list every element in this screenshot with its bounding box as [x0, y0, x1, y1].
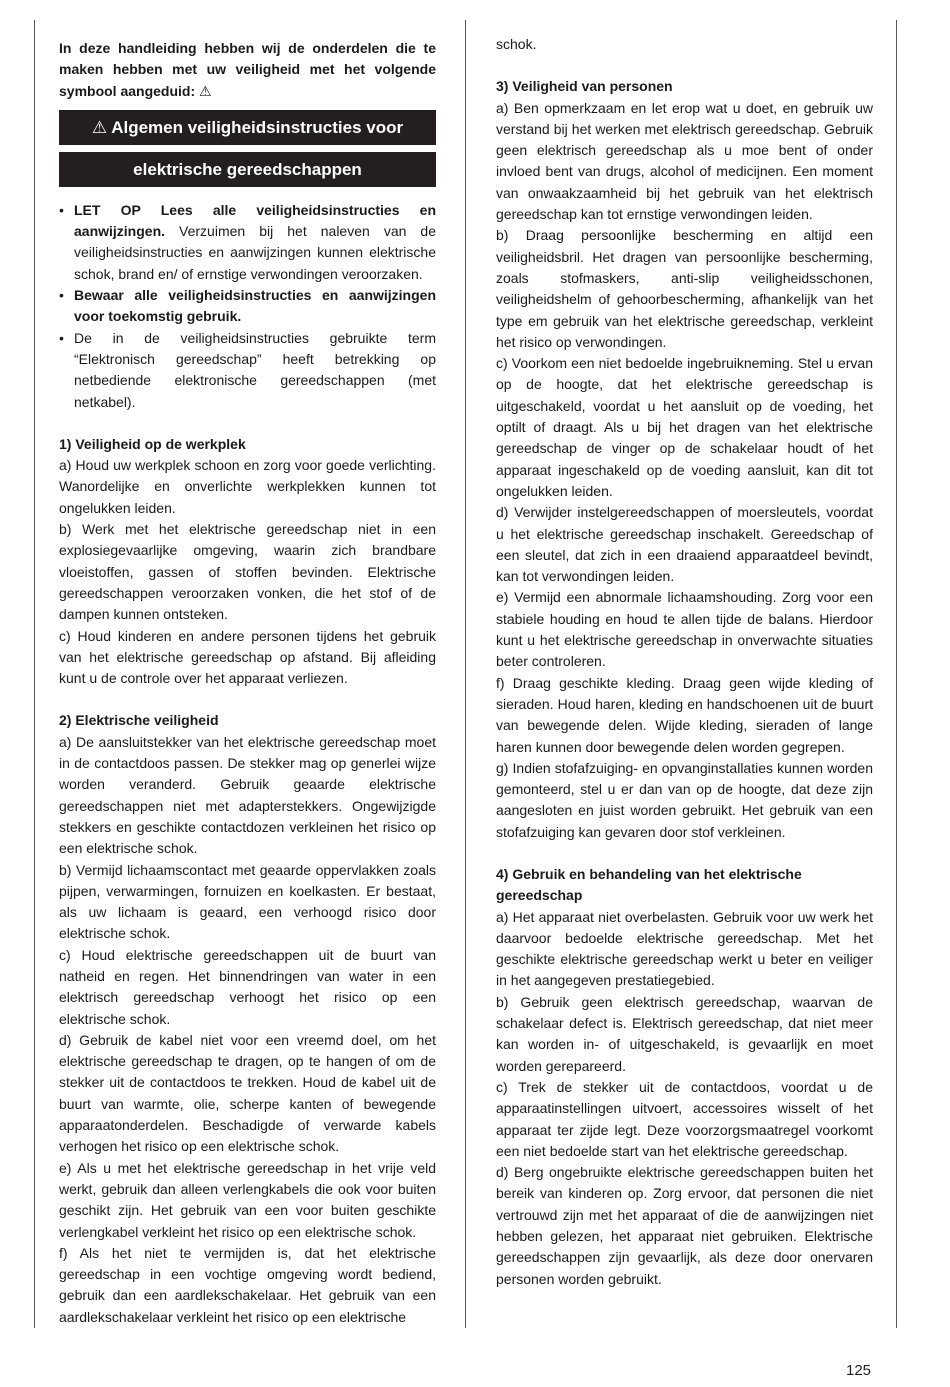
- paragraph: b) Vermijd lichaamscontact met geaarde oppervlakken zoals pijpen, verwarmingen, fornuizen en koelkasten. Er bestaat, als uw lichaam is geaard, een verhoogd risico door elektrische schok.: [59, 861, 436, 942]
- paragraph: b) Draag persoonlijke bescherming en altijd een veiligheidsbril. Het dragen van persoonlijke bescherming, zoals stofmaskers, anti-slip veiligheidsschonen, veiligheidshelm of gehoorbescherming, afhankelijk van het type em gebruik van het elektrische gereedschap, verkleint het risico op verwondingen.: [496, 227, 873, 350]
- paragraph: e) Vermijd een abnormale lichaamshouding. Zorg voor een stabiele houding en houd te allen tijde de balans. Hierdoor kunt u het elektrische gereedschap in onverwachte situaties beter controleren.: [496, 589, 873, 670]
- paragraph: f) Als het niet te vermijden is, dat het elektrische gereedschap in een vochtige omgeving wordt bediend, gebruik dan een aardlekschakelaar. Het gebruik van een aardlekschakelaar verkleint het risico op een elektrische: [59, 1244, 436, 1325]
- paragraph: c) Houd kinderen en andere personen tijdens het gebruik van het elektrische gereedschap op afstand. Bij afleiding kunt u de controle over het apparaat verliezen.: [59, 627, 436, 687]
- intro-text: In deze handleiding hebben wij de onderdelen die te maken hebben met uw veiligheid met het volgende symbool aangeduid: ⚠: [59, 40, 436, 99]
- section-banner-line1: ⚠ Algemen veiligheidsinstructies voor: [59, 110, 436, 145]
- right-column: [496, 34, 873, 1290]
- bullet-item: • LET OP Lees alle veiligheidsinstructies en aanwijzingen. Verzuimen bij het naleven van de veiligheidsinstructies en aanwijzingen kunnen elektrische schok, brand en/ of ernstige verwondingen veroorzaken.: [59, 201, 436, 282]
- paragraph: d) Verwijder instelgereedschappen of moersleutels, voordat u het elektrische gereedschap inschakelt. Gereedschap of een sleutel, dat zich in een draaiend apparaatdeel bevindt, kan tot verwondingen leiden.: [496, 504, 873, 585]
- section-heading: 2) Elektrische veiligheid: [59, 712, 219, 729]
- section-electrical: [59, 710, 436, 1328]
- section-heading: 4) Gebruik en behandeling van het elektrische gereedschap: [496, 865, 802, 904]
- paragraph: d) Berg ongebruikte elektrische gereedschappen buiten het bereik van kinderen op. Zorg ervoor, dat personen die niet vertrouwd zijn met het apparaat of die de aanwijzingen niet hebben gelezen, het apparaat niet gebruiken. Elektrische gereedschappen zijn gevaarlijk, als deze door onervaren personen worden gebruikt.: [496, 1164, 873, 1287]
- bullet-item: • De in de veiligheidsinstructies gebruikte term “Elektronisch gereedschap” heeft betrekking op netbediende elektronische gereedschappen (met netkabel).: [59, 329, 436, 410]
- paragraph: a) Houd uw werkplek schoon en zorg voor goede verlichting. Wanordelijke en onverlichte werkplekken kunnen tot ongelukken leiden.: [59, 457, 436, 516]
- paragraph: c) Trek de stekker uit de contactdoos, voordat u de apparaatinstellingen uitvoert, accessoires wisselt of het apparaat ter zijde legt. Deze voorzorgsmaatregel voorkomt een niet bedoelde start van het elektrische gereedschap.: [496, 1078, 873, 1159]
- paragraph-continued: schok.: [496, 36, 537, 52]
- right-rule: [896, 20, 897, 1328]
- section-workplace: [59, 434, 436, 690]
- page-number: 125: [846, 1362, 872, 1379]
- middle-rule: [465, 20, 466, 1328]
- section-personal: [496, 76, 873, 843]
- paragraph: b) Gebruik geen elektrisch gereedschap, waarvan de schakelaar defect is. Elektrisch gereedschap, dat niet meer kan worden in- of uitgeschakeld, is gevaarlijk en moet worden gerepareerd.: [496, 993, 873, 1074]
- paragraph: e) Als u met het elektrische gereedschap in het vrije veld werkt, gebruik dan alleen verlengkabels die ook voor buiten geschikt zijn. Het gebruik van een voor buiten geschikte verlengkabel verkleint het risico op een elektrische schok.: [59, 1159, 436, 1240]
- bullet-list: [59, 200, 436, 413]
- paragraph: c) Houd elektrische gereedschappen uit de buurt van natheid en regen. Het binnendringen van water in een elektrisch gereedschap verhoogt het risico op een elektrische schok.: [59, 946, 436, 1027]
- paragraph: g) Indien stofafzuiging- en opvanginstallaties kunnen worden gemonteerd, stel u er dan van op de hoogte, dat deze zijn aangesloten en juist worden gebruikt. Het gebruik van een stofafzuiging kan gevaren door stof verkleinen.: [496, 759, 873, 840]
- section-banner-line2: elektrische gereedschappen: [59, 152, 436, 187]
- left-rule: [34, 20, 35, 1328]
- paragraph: c) Voorkom een niet bedoelde ingebruikneming. Stel u ervan op de hoogte, dat het elektrische gereedschap is uitgeschakeld, voordat u het aansluit op de voeding, het optilt of draagt. Als u bij het dragen van het elektrische gereedschap de vinger op de schakelaar houdt of het apparaat ingeschakeld op de voeding aansluit, kan dit tot ongelukken leiden.: [496, 355, 873, 499]
- paragraph: b) Werk met het elektrische gereedschap niet in een explosiegevaarlijke omgeving, waarin zich brandbare vloeistoffen, gassen of stoffen bevinden. Elektrische gereedschappen veroorzaken vonken, die het stof of de dampen kunnen ontsteken.: [59, 521, 436, 623]
- paragraph: d) Gebruik de kabel niet voor een vreemd doel, om het elektrische gereedschap te dragen, op te hangen of om de stekker uit de contactdoos te trekken. Houd de kabel uit de buurt van warmte, olie, scherpe kanten of bewegende apparaatonderdelen. Beschadigde of verwarde kabels verhogen het risico op een elektrische schok.: [59, 1031, 436, 1155]
- bullet-item: • Bewaar alle veiligheidsinstructies en aanwijzingen voor toekomstig gebruik.: [59, 287, 436, 325]
- paragraph: f) Draag geschikte kleding. Draag geen wijde kleding of sieraden. Houd haren, kleding en handschoenen uit de buurt van bewegende delen. Wijde kleding, sieraden of lange haren kunnen door bewegende delen worden gegrepen.: [496, 674, 873, 755]
- warning-icon: ⚠: [199, 82, 212, 99]
- paragraph: a) Het apparaat niet overbelasten. Gebruik voor uw werk het daarvoor bedoelde elektrische gereedschap. Met het geschikte elektrische gereedschap werkt u beter en veiliger in het aangegeven prestatiegebied.: [496, 908, 873, 989]
- paragraph: a) Ben opmerkzaam en let erop wat u doet, en gebruik uw verstand bij het werken met elektrisch gereedschap. Gebruik geen elektrisch gereedschap als u moe bent of onder invloed bent van drugs, alcohol of medicijnen. Een moment van onwaakzaamheid bij het gebruik van het elektrisch gereedschap kan tot ernstige verwondingen leiden.: [496, 99, 873, 223]
- section-heading: 3) Veiligheid van personen: [496, 78, 673, 95]
- section-heading: 1) Veiligheid op de werkplek: [59, 435, 246, 452]
- warning-icon: ⚠: [91, 117, 108, 137]
- left-column: [59, 34, 436, 1328]
- section-tool-use: [496, 864, 873, 1290]
- paragraph: a) De aansluitstekker van het elektrische gereedschap moet in de contactdoos passen. De stekker mag op generlei wijze worden veranderd. Gebruik geaarde elektrische gereedschappen niet met adapterstekkers. Ongewijzigde stekkers en geschikte contactdozen verkleinen het risico op een elektrische schok.: [59, 733, 436, 857]
